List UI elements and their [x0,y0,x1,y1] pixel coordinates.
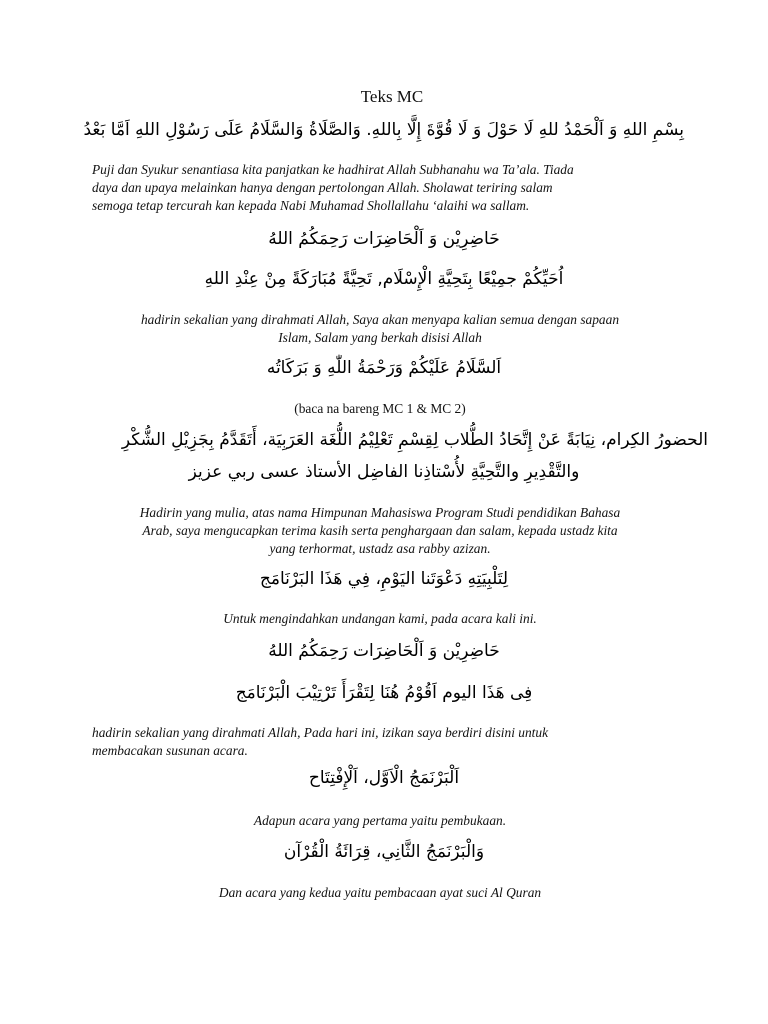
text-line: daya dan upaya melainkan hanya dengan pertolongan Allah. Sholawat teriring salam [92,180,553,195]
first-program-translation [92,812,668,830]
salutation-translation [92,311,668,347]
text-line: hadirin sekalian yang dirahmati Allah, Pada hari ini, izikan saya berdiri disini untuk [92,725,549,740]
text-line: Untuk mengindahkan undangan kami, pada acara kali ini. [223,611,537,626]
second-program-translation [92,884,668,902]
arabic-thanks-line-1: الحضورُ الكِرام، نِيَابَةً عَنْ إِتَّحَادُ الطُّلاب لِقِسْمِ تَعْلِيْمُ اللُّغَة العَرَبِيَة، أَتَقَدَّمُ بِجَزِيْلِ الشُّكْرِ [121,430,708,450]
text-line: Adapun acara yang pertama yaitu pembukaan. [253,813,507,828]
text-line: Islam, Salam yang berkah disisi Allah [278,330,482,345]
text-line: hadirin sekalian yang dirahmati Allah, Saya akan menyapa kalian semua dengan sapaan [140,312,620,327]
arabic-invitation: لِتَلْبِيَتِهِ دَعْوَتَنا اليَوْمِ، فِي هَذَا البَرْنَامَج [259,569,509,589]
arabic-salam: اَلسَّلَامُ عَلَيْكُمْ وَرَحْمَةُ اللّٰهِ وَ بَرَكَاتُه [266,358,502,378]
text-line: Puji dan Syukur senantiasa kita panjatkan ke hadhirat Allah Subhanahu wa Ta’ala. Tiada [92,162,574,177]
arabic-thanks-line-2: والتَّقْدِيرِ والتَّحِيَّةِ لأُسْتاذِنا الفاضِل الأستاذ عسى ربي عزيز [188,462,580,482]
arabic-second-program: وَالْبَرْنَمَجُ الثَّانِي، قِرَائَةُ الْقُرْآن [283,842,485,862]
arabic-greeting: حَاضِرِيْن وَ اَلْحَاضِرَات رَحِمَكُمُ اللهُ [268,229,500,249]
text-line: yang terhormat, ustadz asa rabby azizan. [269,541,491,556]
arabic-salutation: اُحَيِّكُمْ جمِيْعًا بِتَحِيَّةِ الْإِسْلَام, تَحِيَّةً مُبَارَكَةً مِنْ عِنْدِ اللهِ [204,269,564,289]
text-line: membacakan susunan acara. [92,743,248,758]
reading-note: (baca na bareng MC 1 & MC 2) [294,401,466,416]
text-line: Dan acara yang kedua yaitu pembacaan ayat suci Al Quran [218,885,542,900]
text-line: Arab, saya mengucapkan terima kasih serta penghargaan dan salam, kepada ustadz kita [142,523,618,538]
arabic-greeting-repeat: حَاضِرِيْن وَ اَلْحَاضِرَات رَحِمَكُمُ اللهُ [268,641,500,661]
program-intro-translation [92,724,668,760]
arabic-first-program: اَلْبَرْنَمَجُ الْاَوَّل، اَلْإِفْتِتَاح [308,768,460,788]
opening-translation [92,161,668,215]
arabic-opening: بِسْمِ اللهِ وَ اَلْحَمْدُ للهِ لَا حَوْلَ وَ لَا قُوَّةَ إِلَّا بِاللهِ. وَالصَّلَاةُ وَالسَّلَامُ عَلَى رَسُوْلِ اللهِ اَمَّا بَعْدُ [83,120,684,140]
arabic-program-intro: فِى هَذَا اليوم اَقُوْمُ هُنَا لِتَقْرَأَ تَرْتِيْبَ الْبَرْنَامَج [235,683,533,703]
text-line: semoga tetap tercurah kan kepada Nabi Muhamad Shollallahu ‘alaihi wa sallam. [92,198,530,213]
invitation-translation [92,610,668,628]
text-line: Hadirin yang mulia, atas nama Himpunan Mahasiswa Program Studi pendidikan Bahasa [139,505,621,520]
page-title: Teks MC [360,87,424,106]
thanks-translation [92,504,668,558]
